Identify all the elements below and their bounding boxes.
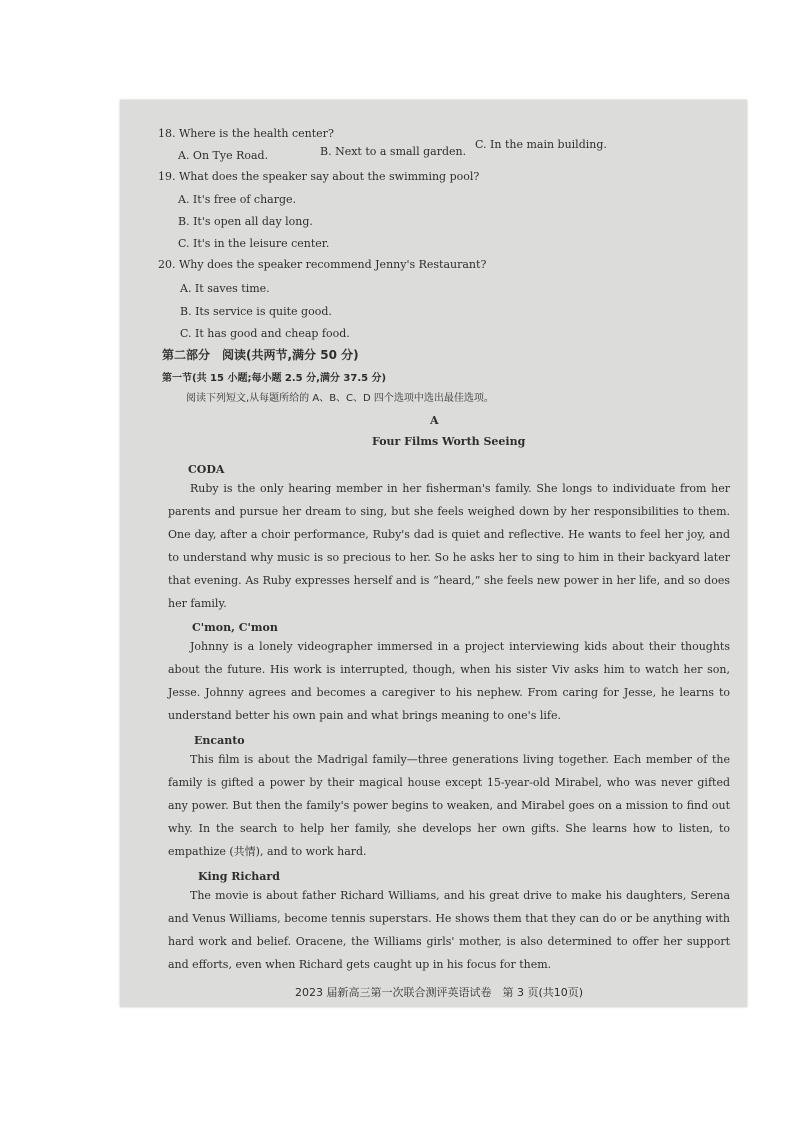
question-20-option-b: B. Its service is quite good. bbox=[180, 305, 332, 318]
question-19-stem: 19. What does the speaker say about the swimming pool? bbox=[158, 170, 480, 183]
exam-page bbox=[120, 100, 747, 1007]
film-text-coda: Ruby is the only hearing member in her fisherman's family. She longs to individuate from her parents and pursue her dream to sing, but she feels weighed down by her responsibilities to them. One day, after a choir performance, Ruby's dad is quiet and reflective. He wants to feel her joy, and to understand why music is so precious to her. So he asks her to sing to him in their backyard later that evening. As Ruby expresses herself and is “heard,” she feels new power in her life, and so does her family. bbox=[168, 482, 730, 610]
question-18-option-b: B. Next to a small garden. bbox=[320, 145, 467, 158]
question-18-option-a: A. On Tye Road. bbox=[178, 149, 269, 162]
film-text-encanto: This film is about the Madrigal family—three generations living together. Each member of the family is gifted a power by their magical house except 15-year-old Mirabel, who was never gifted any power. But then the family's power begins to weaken, and Mirabel goes on a mission to find out why. In the search to help her family, she develops her own gifts. She learns how to listen, to empathize (共情), and to work hard. bbox=[168, 753, 730, 858]
question-19-option-a: A. It's free of charge. bbox=[178, 193, 297, 206]
reading-instruction: 阅读下列短文,从每题所给的 A、B、C、D 四个选项中选出最佳选项。 bbox=[186, 393, 494, 404]
question-18-option-c: C. In the main building. bbox=[475, 138, 607, 151]
question-20-option-c: C. It has good and cheap food. bbox=[180, 327, 350, 340]
page-footer: 2023 届新高三第一次联合测评英语试卷 第 3 页(共10页) bbox=[295, 986, 584, 999]
question-20-option-a: A. It saves time. bbox=[180, 282, 270, 295]
question-20-stem: 20. Why does the speaker recommend Jenny's Restaurant? bbox=[158, 258, 487, 271]
passage-title: Four Films Worth Seeing bbox=[372, 435, 526, 448]
film-text-cmon-cmon: Johnny is a lonely videographer immersed in a project interviewing kids about their thoughts about the future. His work is interrupted, though, when his sister Viv asks him to watch her son, Jesse. Johnny agrees and becomes a caregiver to his nephew. From caring for Jesse, he learns to understand better his own pain and what brings meaning to one's life. bbox=[168, 640, 730, 722]
passage-letter: A bbox=[430, 414, 439, 427]
question-19-option-b: B. It's open all day long. bbox=[178, 215, 313, 228]
film-title-encanto: Encanto bbox=[194, 734, 245, 747]
question-19-option-c: C. It's in the leisure center. bbox=[178, 237, 330, 250]
film-title-cmon-cmon: C'mon, C'mon bbox=[192, 621, 278, 634]
film-title-coda: CODA bbox=[188, 463, 225, 476]
question-18-stem: 18. Where is the health center? bbox=[158, 127, 334, 140]
subsection-title: 第一节(共 15 小题;每小题 2.5 分,满分 37.5 分) bbox=[162, 373, 387, 384]
part-two-title: 第二部分 阅读(共两节,满分 50 分) bbox=[162, 348, 359, 362]
film-title-king-richard: King Richard bbox=[198, 870, 280, 883]
film-text-king-richard: The movie is about father Richard Williams, and his great drive to make his daughters, Serena and Venus Williams, become tennis superstars. He shows them that they can do or be anything with hard work and belief. Oracene, the Williams girls' mother, is also determined to offer her support and efforts, even when Richard gets caught up in his focus for them. bbox=[168, 889, 730, 971]
